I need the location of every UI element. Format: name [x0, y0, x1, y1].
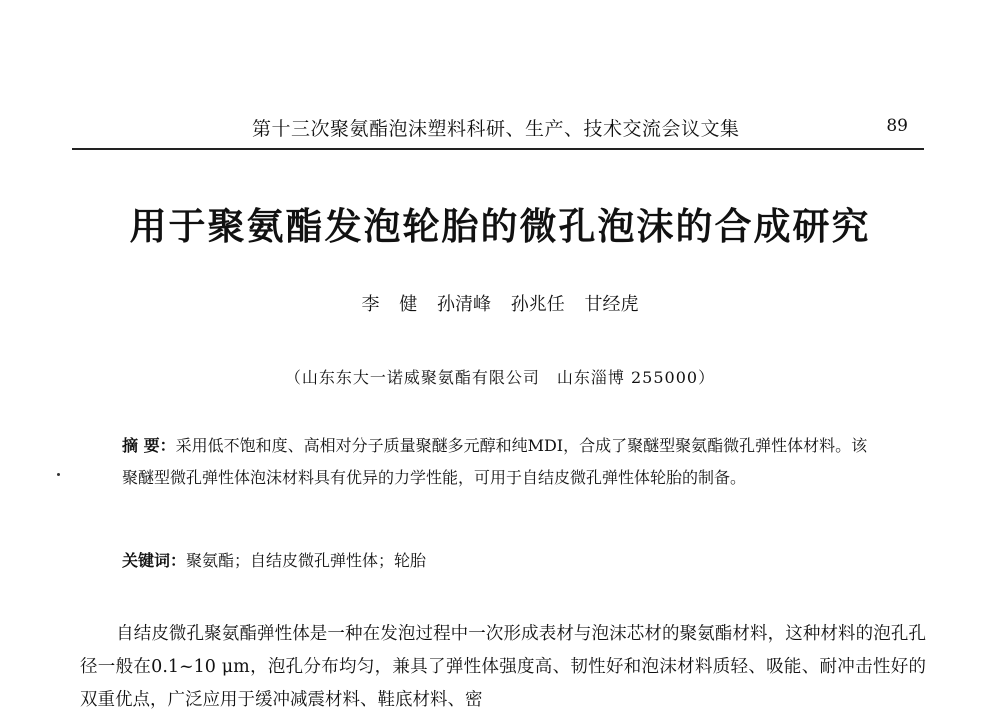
running-header-title: 第十三次聚氨酯泡沫塑料科研、生产、技术交流会议文集 [252, 118, 740, 140]
author-list [0, 290, 1000, 316]
keywords-text: 聚氨酯；自结皮微孔弹性体；轮胎 [186, 551, 427, 570]
abstract-text: 采用低不饱和度、高相对分子质量聚醚多元醇和纯MDI，合成了聚醚型聚氨酯微孔弹性体材料。该聚醚型微孔弹性体泡沫材料具有优异的力学性能，可用于自结皮微孔弹性体轮胎的制备。 [122, 436, 868, 487]
author-name: 甘经虎 [584, 294, 639, 315]
keywords-label: 关键词： [122, 551, 187, 570]
keywords [122, 548, 882, 571]
author-name: 孙清峰 [437, 294, 491, 315]
affiliation: （山东东大一诺威聚氨酯有限公司 山东淄博 255000） [284, 368, 716, 387]
author-name: 李 健 [361, 294, 418, 315]
page-number: 89 [886, 116, 908, 136]
paper-title: 用于聚氨酯发泡轮胎的微孔泡沫的合成研究 [129, 205, 871, 248]
author-name: 孙兆任 [510, 294, 565, 315]
running-header [72, 108, 924, 150]
body-paragraph [80, 618, 926, 717]
scan-speck [57, 473, 60, 476]
abstract [122, 430, 882, 494]
body-paragraph-text: 自结皮微孔聚氨酯弹性体是一种在发泡过程中一次形成表材与泡沫芯材的聚氨酯材料，这种材料的泡孔孔径一般在0.1~10 μm，泡孔分布均匀，兼具了弹性体强度高、韧性好和泡沫材料质轻、吸能、耐冲击性好的双重优点，广泛应用于缓冲减震材料、鞋底材料、密 [80, 624, 926, 710]
abstract-label: 摘 要： [122, 436, 176, 455]
